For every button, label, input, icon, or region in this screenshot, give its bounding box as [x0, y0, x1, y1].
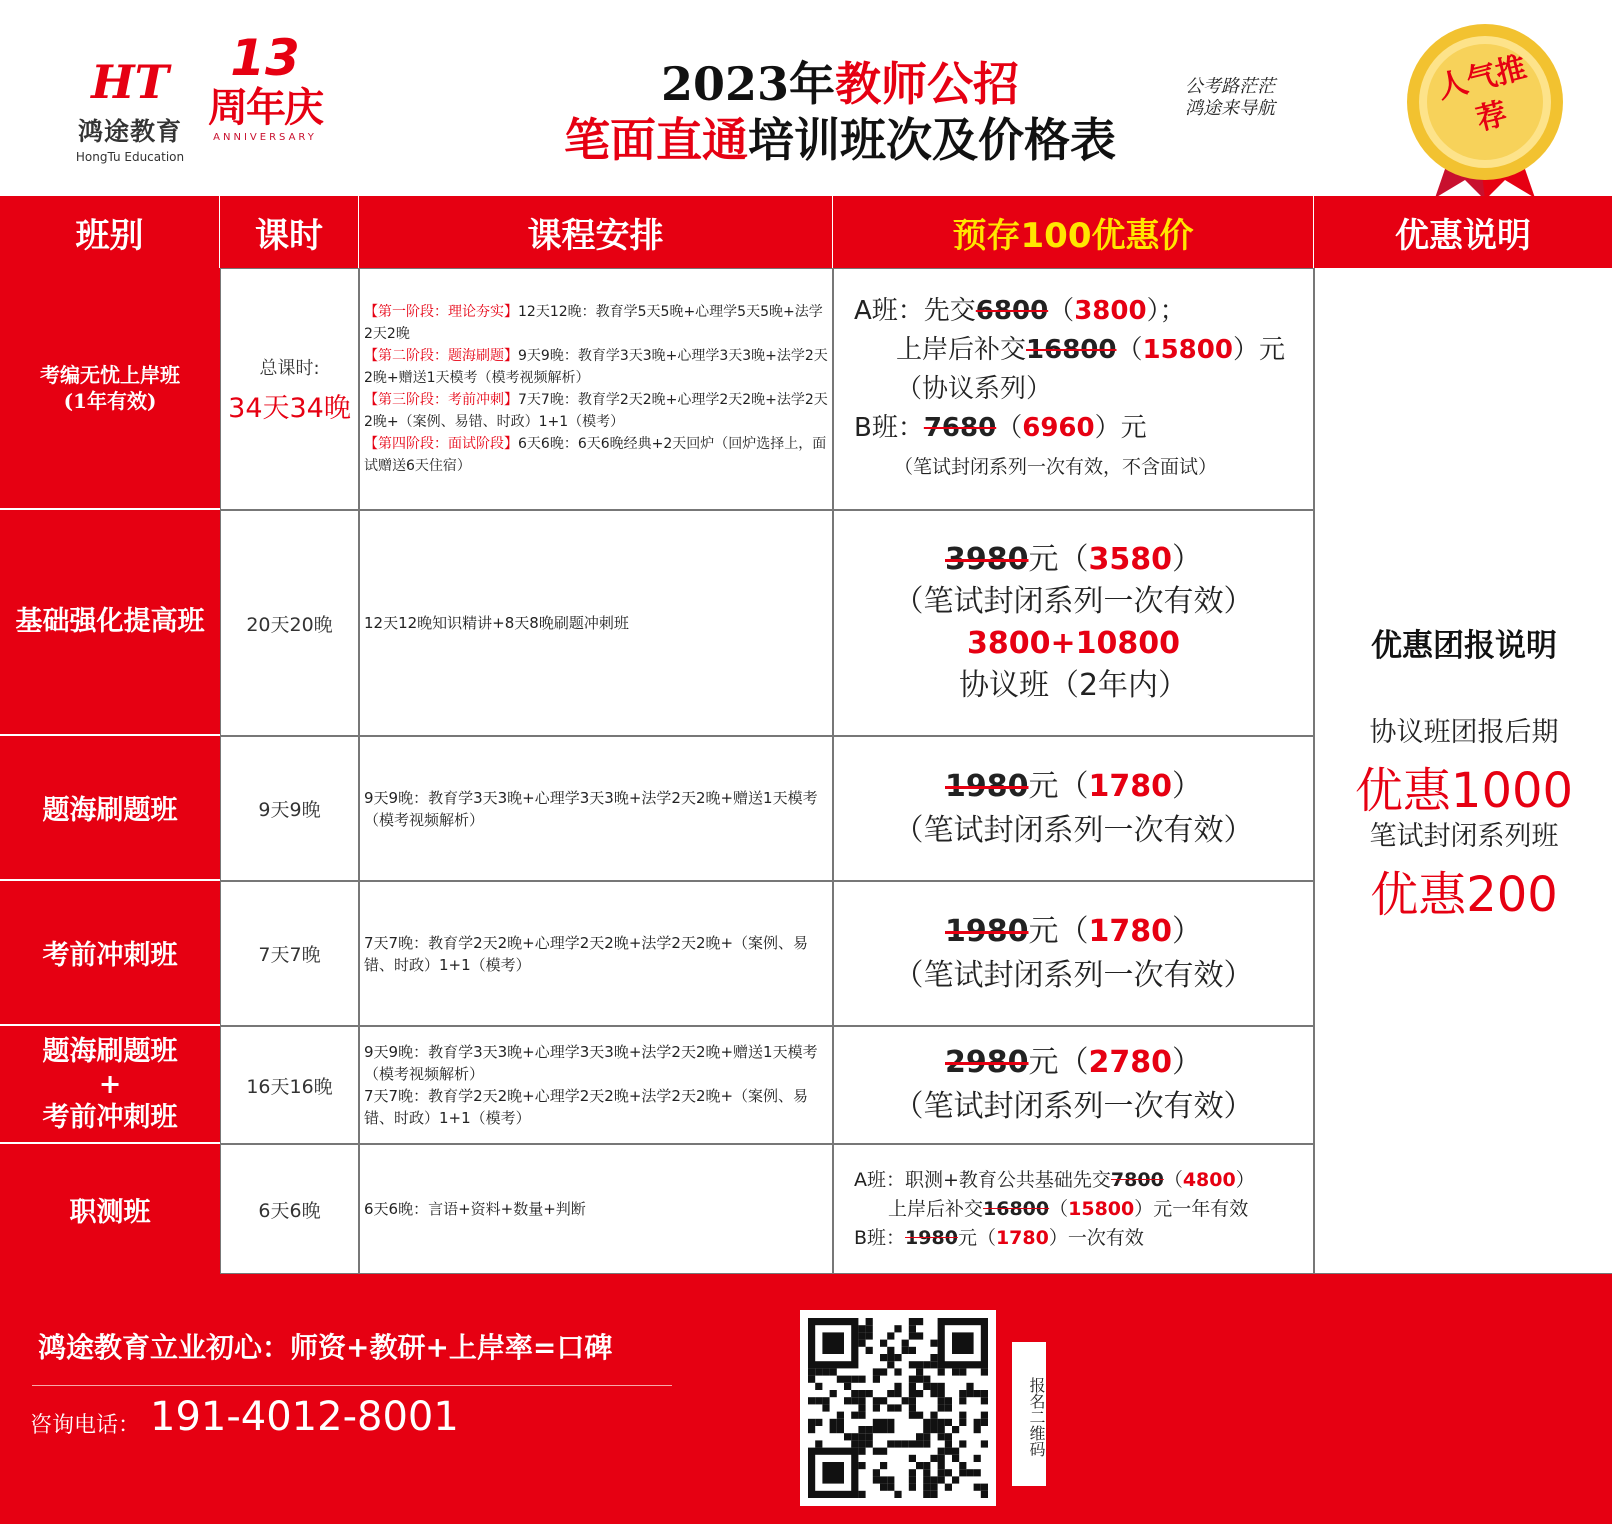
price-note: （笔试封闭系列一次有效）	[893, 584, 1254, 619]
hours-cell: 9天9晚	[220, 736, 359, 881]
title-highlight: 笔面直通	[564, 113, 748, 167]
class-name: 基础强化提高班	[15, 606, 205, 637]
class-name: 考前冲刺班	[42, 1101, 178, 1133]
qr-code-icon[interactable]	[800, 1310, 996, 1506]
price-line-b: B班：1980元（1780）一次有效	[854, 1226, 1144, 1249]
slogan-line2: 鸿途来导航	[1185, 98, 1275, 119]
price-cell	[833, 881, 1314, 1026]
recommend-badge-text: 人气推荐	[1434, 50, 1530, 138]
course-cell: 9天9晚：教育学3天3晚+心理学3天3晚+法学2天2晚+赠送1天模考（模考视频解析）	[359, 736, 833, 881]
title-subject: 教师公招	[835, 57, 1020, 111]
discount-title: 优惠团报说明	[1371, 628, 1557, 664]
course-stage-2: 【第二阶段：题海刷题】9天9晚：教育学3天3晚+心理学3天3晚+法学2天2晚+赠送1天模考（模考视频解析）	[364, 348, 828, 386]
price-line-protocol-note: 协议班（2年内）	[958, 668, 1189, 703]
price-line-main: 1980元（1780）	[945, 768, 1202, 804]
phone-label: 咨询电话：	[30, 1413, 141, 1438]
class-name-cell	[0, 510, 220, 736]
price-note: （笔试封闭系列一次有效，不含面试）	[894, 455, 1218, 478]
price-note: （笔试封闭系列一次有效）	[893, 957, 1254, 993]
class-name-cell	[0, 1026, 220, 1144]
price-line-a2: 上岸后补交16800（15800）元	[896, 334, 1285, 365]
hours-label: 总课时:	[259, 357, 320, 379]
discount-cell	[1314, 268, 1612, 1274]
qr-label: 报名二维码	[1012, 1342, 1046, 1486]
class-name: 考编无忧上岸班(1年有效)	[40, 363, 180, 413]
class-name-plus: +	[98, 1068, 122, 1100]
price-line-main: 2980元（2780）	[945, 1045, 1202, 1080]
course-line: 7天7晚：教育学2天2晚+心理学2天2晚+法学2天2晚+（案例、易错、时政）1+1（模考）	[364, 1087, 809, 1127]
anniversary-emblem	[200, 30, 330, 160]
class-name: 职测班	[69, 1196, 151, 1228]
anniversary-en: ANNIVERSARY	[213, 132, 317, 143]
class-name: 题海刷题班	[42, 795, 178, 826]
class-name-cell	[0, 736, 220, 881]
price-note: （笔试封闭系列一次有效）	[893, 1089, 1254, 1124]
col-header-hours: 课时	[220, 196, 359, 268]
class-name-cell	[0, 268, 220, 510]
col-header-discount: 优惠说明	[1314, 196, 1612, 268]
price-cell	[833, 1026, 1314, 1144]
anniversary-number: 13	[230, 29, 300, 87]
brand-logo	[70, 55, 190, 164]
price-line-a3: （协议系列）	[896, 373, 1053, 404]
price-cell	[833, 510, 1314, 736]
logo-name-en: HongTu Education	[75, 150, 185, 164]
qr-code-pattern	[808, 1318, 988, 1498]
logo-name-cn: 鸿途教育	[77, 117, 182, 146]
phone-number[interactable]: 191-4012-8001	[150, 1394, 459, 1440]
slogan	[1185, 76, 1335, 120]
price-note: （笔试封闭系列一次有效）	[893, 812, 1254, 848]
title-year: 2023年	[660, 57, 836, 111]
hours-cell: 16天16晚	[220, 1026, 359, 1144]
course-cell	[359, 1026, 833, 1144]
price-line-a2: 上岸后补交16800（15800）元一年有效	[888, 1197, 1249, 1220]
discount-amount2: 优惠200	[1370, 867, 1558, 923]
discount-line2: 笔试封闭系列班	[1369, 821, 1559, 852]
price-cell	[833, 736, 1314, 881]
discount-amount1: 优惠1000	[1354, 763, 1574, 819]
class-name: 题海刷题班	[42, 1035, 178, 1067]
footer-motto: 鸿途教育立业初心：师资+教研+上岸率=口碑	[38, 1331, 613, 1364]
hours-value: 34天34晚	[228, 392, 351, 424]
page-title-line2	[420, 104, 1260, 170]
footer-divider	[32, 1385, 672, 1386]
course-cell: 12天12晚知识精讲+8天8晚刷题冲刺班	[359, 510, 833, 736]
price-line-b: B班：7680（6960）元	[854, 412, 1147, 443]
hours-cell: 6天6晚	[220, 1144, 359, 1274]
price-cell	[833, 1144, 1314, 1274]
price-cell	[833, 268, 1314, 510]
hours-cell: 7天7晚	[220, 881, 359, 1026]
col-header-class: 班别	[0, 196, 220, 268]
course-line: 9天9晚：教育学3天3晚+心理学3天3晚+法学2天2晚+赠送1天模考（模考视频解析）	[364, 1043, 818, 1083]
logo-mark: HT	[91, 55, 169, 109]
title-rest: 培训班次及价格表	[748, 113, 1116, 167]
course-cell	[359, 268, 833, 510]
price-line-main: 1980元（1780）	[945, 913, 1202, 949]
page-header	[0, 0, 1612, 196]
course-stage-4: 【第四阶段：面试阶段】6天6晚：6天6晚经典+2天回炉（回炉选择上，面试赠送6天住宿）	[364, 436, 827, 474]
course-stage-3: 【第三阶段：考前冲刺】7天7晚：教育学2天2晚+心理学2天2晚+法学2天2晚+（案例、易错、时政）1+1（模考）	[364, 392, 828, 430]
course-cell: 6天6晚：言语+资料+数量+判断	[359, 1144, 833, 1274]
discount-line1: 协议班团报后期	[1369, 717, 1559, 748]
slogan-line1: 公考路茫茫	[1185, 76, 1275, 97]
class-name: 考前冲刺班	[42, 940, 178, 971]
course-stage-1: 【第一阶段：理论夯实】12天12晚：教育学5天5晚+心理学5天5晚+法学2天2晚	[364, 304, 823, 342]
hours-cell: 20天20晚	[220, 510, 359, 736]
price-line-protocol: 3800+10800	[966, 626, 1180, 661]
price-line-a: A班：先交6800（3800）；	[854, 295, 1186, 326]
price-line-a: A班：职测+教育公共基础先交7800（4800）	[854, 1168, 1255, 1191]
class-name-cell	[0, 1144, 220, 1274]
col-header-price: 预存100优惠价	[833, 196, 1314, 268]
course-cell: 7天7晚：教育学2天2晚+心理学2天2晚+法学2天2晚+（案例、易错、时政）1+1（模考）	[359, 881, 833, 1026]
anniversary-text: 周年庆	[208, 85, 322, 131]
class-name-cell	[0, 881, 220, 1026]
hours-cell	[220, 268, 359, 510]
price-line-main: 3980元（3580）	[945, 542, 1202, 577]
col-header-course: 课程安排	[359, 196, 833, 268]
